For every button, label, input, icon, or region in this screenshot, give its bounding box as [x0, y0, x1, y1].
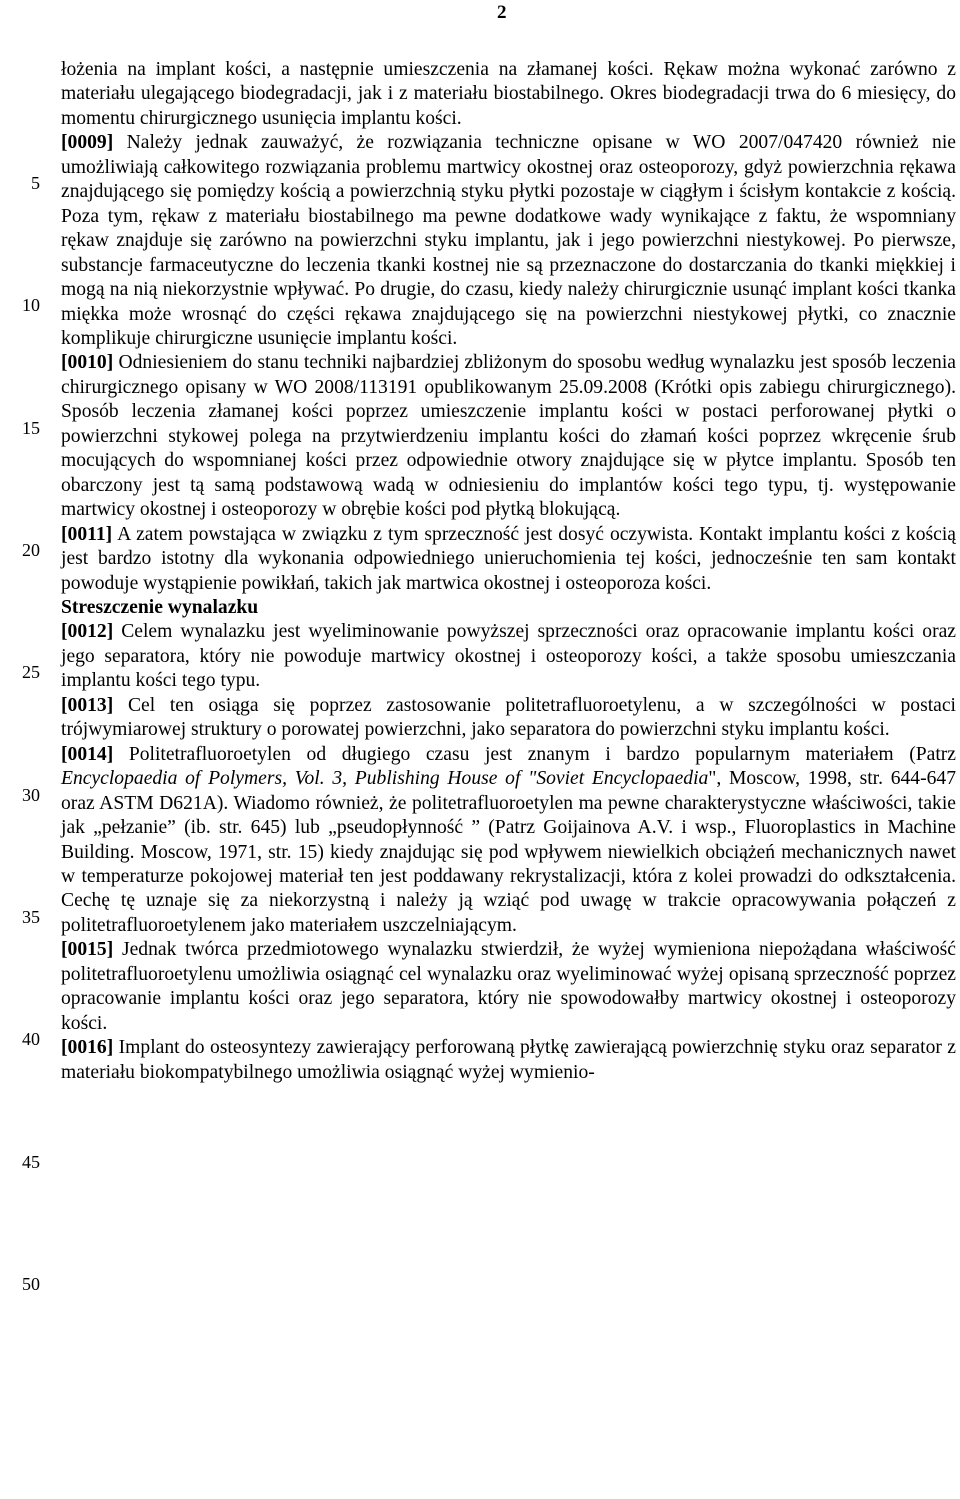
- paragraph-number: [0010]: [61, 352, 114, 374]
- line-number: 10: [22, 295, 40, 315]
- paragraph-number: [0012]: [61, 621, 114, 643]
- paragraph-text: Celem wynalazku jest wyeliminowanie powyższej sprzeczności oraz opracowanie implantu kości oraz jego separatora, który nie powoduje martwicy okostnej i osteoporozy kości, a także sposobu umieszczania implantu kości tego typu.: [61, 621, 956, 692]
- paragraph-0010: [61, 351, 956, 522]
- paragraph-0016: [61, 1036, 956, 1085]
- paragraph-text-end: ", Moscow, 1998, str. 644-647 oraz ASTM D621A). Wiadomo również, że politetrafluoroetylen ma pewne charakterystyczne właściwości, takie jak „pełzanie” (ib. str. 645) lub „pseudopłynność ” (Patrz Goijainova A.V. i wsp., Fluoroplastics in Machine Building. Moscow, 1971, str. 15) kiedy znajdując się pod wpływem niewielkich obciążeń mechanicznych nawet w temperaturze pokojowej materiał ten jest poddawany rekrystalizacji, która z kolei prowadzi do odkształcenia. Cechę tę uznaje się za niekorzystną i należy ją wziąć pod uwagę w trakcie opracowywania połączeń z politetrafluoroetylenem jako materiałem uszczelniającym.: [61, 768, 956, 936]
- paragraph-0012: [61, 620, 956, 693]
- paragraph-number: [0013]: [61, 694, 114, 716]
- paragraph-text: Odniesieniem do stanu techniki najbardziej zbliżonym do sposobu według wynalazku jest sposób leczenia chirurgicznego opisany w WO 2008/113191 opublikowanym 25.09.2008 (Krótki opis zabiegu chirurgicznego). Sposób leczenia złamanej kości poprzez umieszczenie implantu kości w postaci perforowanej płytki o powierzchni stykowej polega na przytwierdzeniu implantu kości do złamań kości poprzez wkręcenie śrub mocujących do wspomnianej kości przez odpowiednie otwory znajdujące się w płytce implantu. Sposób ten obarczony jest tą samą podstawową wadą w odniesieniu do implantów kości tego typu, tj. występowanie martwicy okostnej i osteoporozy w obrębie kości pod płytką blokującą.: [61, 352, 956, 521]
- citation-italic: Encyclopaedia of Polymers, Vol. 3, Publishing House of "Soviet Encyclopaedia: [61, 768, 709, 790]
- intro-paragraph: łożenia na implant kości, a następnie umieszczenia na złamanej kości. Rękaw można wykonać zarówno z materiału ulegającego biodegradacji, jak i z materiału biostabilnego. Okres biodegradacji trwa do 6 miesięcy, do momentu chirurgicznego usunięcia implantu kości.: [61, 59, 956, 129]
- paragraph-number: [0009]: [61, 132, 114, 154]
- paragraph-0009: [61, 131, 956, 351]
- paragraph-number: [0011]: [61, 523, 113, 545]
- paragraph-number: [0016]: [61, 1037, 114, 1059]
- line-number: 35: [22, 907, 40, 927]
- line-number: 20: [22, 540, 40, 560]
- paragraph-0015: [61, 938, 956, 1036]
- line-number: 40: [22, 1029, 40, 1049]
- paragraph-text: Jednak twórca przedmiotowego wynalazku stwierdził, że wyżej wymieniona niepożądana właściwość politetrafluoroetylenu umożliwia osiągnąć cel wynalazku oraz wyeliminować wyżej opisaną sprzeczność poprzez opracowanie implantu kości oraz jego separatora, który nie spowodowałby martwicy okostnej i osteoporozy kości.: [61, 939, 956, 1034]
- paragraph-text-start: Politetrafluoroetylen od długiego czasu jest znanym i bardzo popularnym materiałem (Patrz: [128, 743, 956, 765]
- paragraph-0013: [61, 694, 956, 743]
- line-number: 45: [22, 1152, 40, 1172]
- line-number: 25: [22, 662, 40, 682]
- paragraph-0011: [61, 523, 956, 596]
- line-number: 50: [22, 1274, 40, 1294]
- paragraph-text: Należy jednak zauważyć, że rozwiązania techniczne opisane w WO 2007/047420 również nie umożliwiają całkowitego rozwiązania problemu martwicy okostnej oraz osteoporozy, gdyż powierzchnia rękawa znajdującego się pomiędzy kością a powierzchnią styku płytki pozostaje w ciągłym i ścisłym kontakcie z kością. Poza tym, rękaw z materiału biostabilnego ma pewne dodatkowe wady wynikające z faktu, że wspomniany rękaw znajduje się zarówno na powierzchni styku implantu, jak i jego powierzchni niestykowej. Po pierwsze, substancje farmaceutyczne do leczenia tkanki kostnej nie są przeznaczone do dostarczania do tkanki miękkiej i mogą na nią niekorzystnie wpływać. Po drugie, do czasu, kiedy należy chirurgicznie usunąć implant kości tkanka miękka może wrosnąć do części rękawa znajdującego się na powierzchni niestykowej płytki, co znacznie komplikuje chirurgiczne usunięcie implantu kości.: [61, 132, 956, 349]
- page-number: 2: [497, 2, 507, 23]
- document-body: [61, 58, 956, 1085]
- paragraph-text: Cel ten osiąga się poprzez zastosowanie politetrafluoroetylenu, a w szczególności w postaci trójwymiarowej struktury o porowatej powierzchni, jako separatora do powierzchni styku implantu kości.: [61, 694, 956, 741]
- paragraph-0014: [61, 743, 956, 939]
- paragraph-number: [0014]: [61, 743, 114, 765]
- line-number: 15: [22, 418, 40, 438]
- paragraph-number: [0015]: [61, 939, 114, 961]
- line-number: 5: [31, 173, 40, 193]
- paragraph-text: A zatem powstająca w związku z tym sprzeczność jest dosyć oczywista. Kontakt implantu kości z kością jest bardzo istotny dla wykonania odpowiedniego unieruchomienia tej kości, jednocześnie ten sam kontakt powoduje wystąpienie powikłań, takich jak martwica okostnej i osteoporoza kości.: [61, 523, 956, 594]
- section-heading: Streszczenie wynalazku: [61, 596, 259, 618]
- line-number: 30: [22, 785, 40, 805]
- paragraph-text: Implant do osteosyntezy zawierający perforowaną płytkę zawierającą powierzchnię styku oraz separator z materiału biokompatybilnego umożliwia osiągnąć wyżej wymienio-: [61, 1037, 956, 1083]
